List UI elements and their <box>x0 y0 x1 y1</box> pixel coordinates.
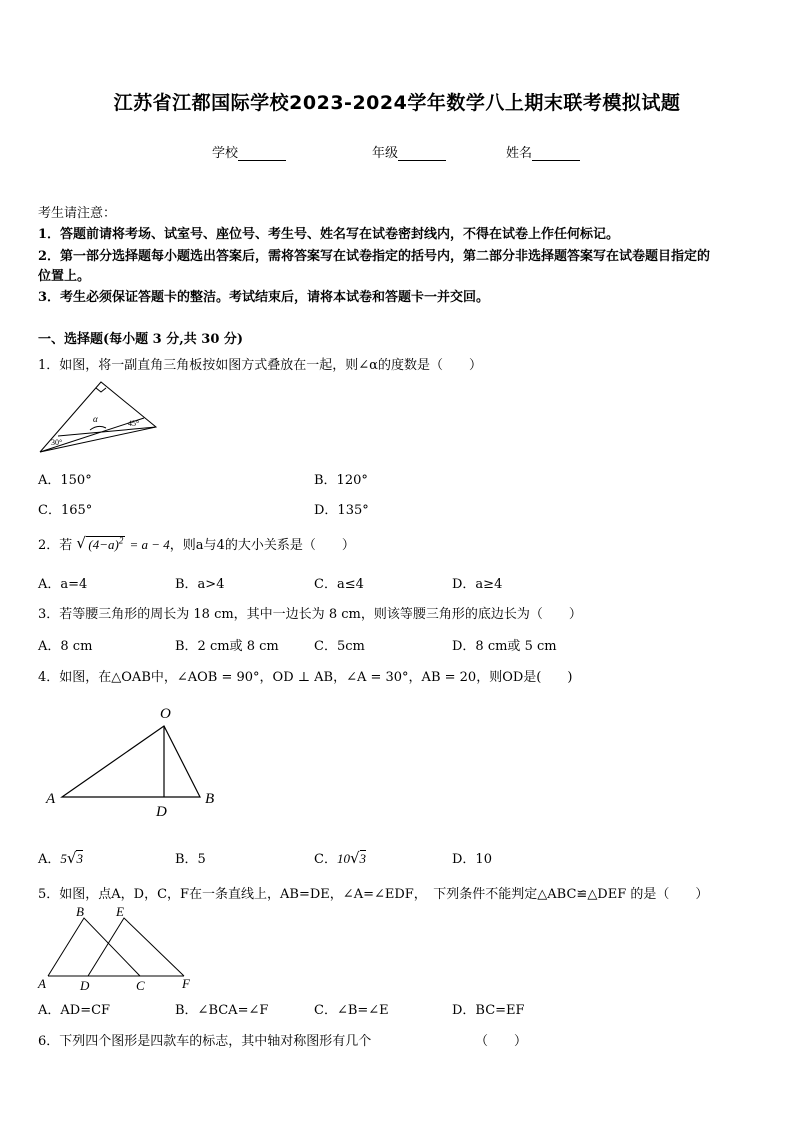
q3-option-c[interactable]: C．5cm <box>314 639 365 654</box>
q1-option-b[interactable]: B．120° <box>314 473 368 488</box>
q5-label-a: A <box>38 976 46 991</box>
q5-label-c: C <box>136 978 145 993</box>
q5-text: 5．如图，点A，D，C，F在一条直线上，AB=DE，∠A=∠EDF， 下列条件不能判定△ABC≌△DEF 的是（ ） <box>38 887 709 902</box>
q4-option-d[interactable]: D．10 <box>452 852 492 867</box>
sqrt-icon: √ <box>66 849 77 867</box>
sqrt-icon: √ <box>349 849 360 867</box>
q1-45-label: 45° <box>128 419 140 428</box>
q4-label-o: O <box>160 706 171 722</box>
q2-radicand: $(4-a)^2$ <box>88 535 124 552</box>
q6-bracket: （ ） <box>475 1034 528 1049</box>
q2-sqrt <box>76 533 125 553</box>
q2-rhs: = a − 4 <box>129 537 170 552</box>
q5-triangle-def <box>88 918 184 976</box>
q4-figure <box>40 700 230 822</box>
q5-option-a[interactable]: A．AD=CF <box>38 1003 111 1018</box>
q1-option-c[interactable]: C．165° <box>38 503 93 518</box>
q1-inner-line-2 <box>58 427 156 436</box>
q4-option-a[interactable]: A．5√3 <box>38 849 83 867</box>
q2-prefix: 2．若 <box>38 538 73 553</box>
q1-text: 1．如图，将一副直角三角板按如图方式叠放在一起，则∠α的度数是（ ） <box>38 358 482 373</box>
q1-option-d[interactable]: D．135° <box>314 503 369 518</box>
page-title: 江苏省江都国际学校2023-2024学年数学八上期末联考模拟试题 <box>113 92 681 114</box>
q4-label-a: A <box>46 791 56 807</box>
q6-text: 6．下列四个图形是四款车的标志，其中轴对称图形有几个 <box>38 1034 372 1049</box>
section-title: 一、选择题(每小题 3 分,共 30 分) <box>38 332 244 347</box>
q4-label-b: B <box>205 791 215 807</box>
q4-option-b[interactable]: B．5 <box>175 852 206 867</box>
q5-triangle-abc <box>48 918 140 976</box>
q5-figure <box>36 904 196 994</box>
school-label: 学校 <box>212 146 239 161</box>
q2-suffix: ，则a与4的大小关系是（ ） <box>169 538 355 553</box>
q1-option-a[interactable]: A．150° <box>38 473 92 488</box>
q5-option-c[interactable]: C．∠B=∠E <box>314 1003 389 1018</box>
q2-text <box>38 534 355 553</box>
q3-option-d[interactable]: D．8 cm或 5 cm <box>452 639 557 654</box>
q1-alpha-label: α <box>93 414 98 424</box>
q2-option-c[interactable]: C．a≤4 <box>314 577 364 592</box>
q5-label-e: E <box>116 904 124 919</box>
notice-item-1: 1．答题前请将考场、试室号、座位号、考生号、姓名写在试卷密封线内，不得在试卷上作任何标记。 <box>38 227 620 242</box>
q2-option-b[interactable]: B．a>4 <box>175 577 225 592</box>
notice-item-2-cont: 位置上。 <box>38 269 91 284</box>
name-label: 姓名 <box>506 146 533 161</box>
grade-label: 年级 <box>372 146 399 161</box>
q4-option-c[interactable]: C．10√3 <box>314 849 367 867</box>
sqrt-icon: √ <box>76 533 86 552</box>
grade-field <box>372 142 446 161</box>
q1-right-angle-mark <box>96 388 106 392</box>
name-field <box>506 142 580 161</box>
q4-label-d: D <box>156 804 167 820</box>
q3-option-b[interactable]: B．2 cm或 8 cm <box>175 639 279 654</box>
q3-text: 3．若等腰三角形的周长为 18 cm，其中一边长为 8 cm，则该等腰三角形的底边长为（ ） <box>38 607 582 622</box>
q2-option-d[interactable]: D．a≥4 <box>452 577 503 592</box>
grade-blank <box>398 148 446 161</box>
q5-label-f: F <box>182 976 190 991</box>
school-blank <box>238 148 286 161</box>
q2-option-a[interactable]: A．a=4 <box>38 577 88 592</box>
q3-option-a[interactable]: A．8 cm <box>38 639 93 654</box>
q5-label-d: D <box>80 978 90 993</box>
school-field <box>212 142 286 161</box>
q1-alpha-arc <box>90 426 106 430</box>
q1-figure <box>36 378 160 456</box>
q4-triangle <box>62 726 200 797</box>
q5-option-d[interactable]: D．BC=EF <box>452 1003 525 1018</box>
q1-30-label: 30° <box>51 438 63 447</box>
notice-item-3: 3．考生必须保证答题卡的整洁。考试结束后，请将本试卷和答题卡一并交回。 <box>38 290 490 305</box>
q5-label-b: B <box>76 904 84 919</box>
name-blank <box>532 148 580 161</box>
q4-text: 4．如图，在△OAB中，∠AOB = 90°，OD ⊥ AB，∠A = 30°，AB = 20，则OD是( ) <box>38 670 573 685</box>
notice-item-2: 2．第一部分选择题每小题选出答案后，需将答案写在试卷指定的括号内，第二部分非选择题答案写在试卷题目指定的 <box>38 249 711 264</box>
notice-heading: 考生请注意： <box>38 206 117 221</box>
q5-option-b[interactable]: B．∠BCA=∠F <box>175 1003 269 1018</box>
